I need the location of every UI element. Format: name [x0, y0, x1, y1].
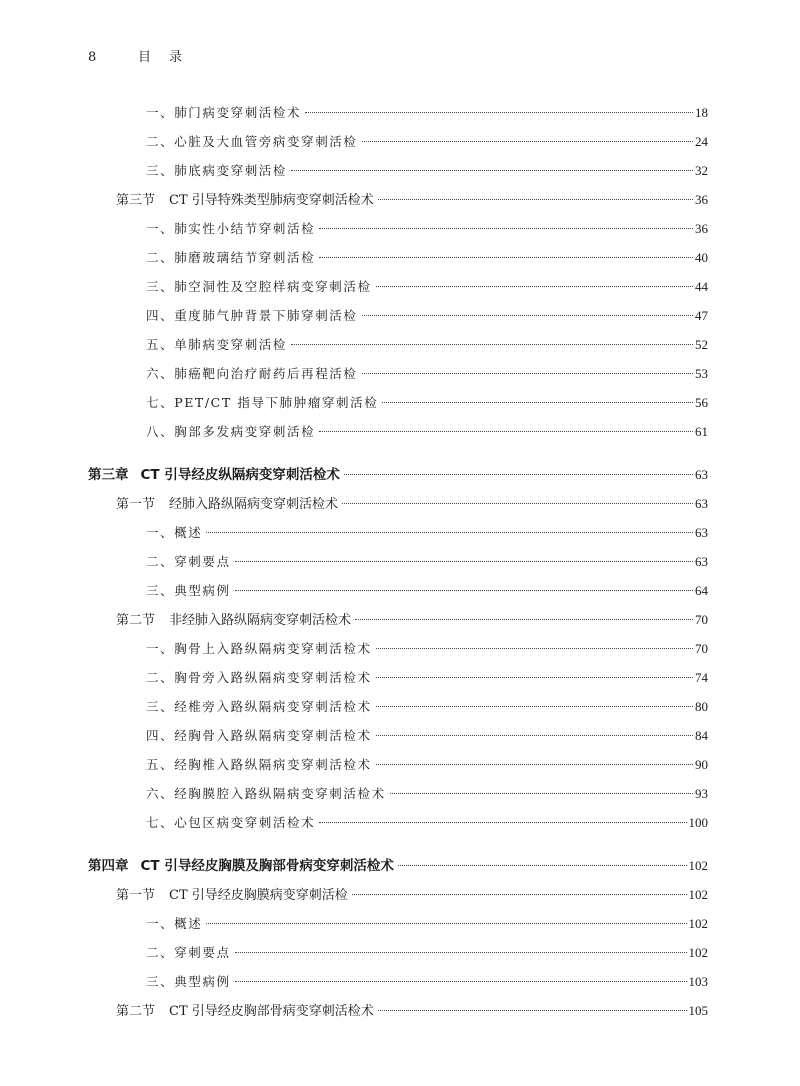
item-title: 六、肺癌靶向治疗耐药后再程活检: [146, 366, 358, 381]
section-title: 经肺入路纵隔病变穿刺活检术: [169, 497, 339, 512]
toc-page-number: 90: [695, 757, 708, 772]
section-number: 第二节: [116, 1004, 156, 1019]
toc-page-number: 63: [695, 496, 708, 511]
dot-leader: [376, 648, 693, 649]
chapter-number: 第三章: [88, 467, 129, 483]
toc-item-label: [146, 551, 231, 573]
dot-leader: [390, 793, 693, 794]
toc-page-number: 18: [695, 105, 708, 120]
toc-item-label: [146, 667, 372, 689]
item-title: 三、肺底病变穿刺活检: [146, 163, 288, 178]
toc-page-number: 24: [695, 134, 708, 149]
item-title: 一、胸骨上入路纵隔病变穿刺活检术: [146, 641, 372, 656]
toc-item-entry: [146, 942, 708, 964]
item-title: 三、经椎旁入路纵隔病变穿刺活检术: [146, 699, 372, 714]
toc-item-label: [146, 160, 287, 182]
chapter-title: CT 引导经皮纵隔病变穿刺活检术: [140, 467, 340, 483]
item-title: 二、肺磨玻璃结节穿刺活检: [146, 250, 316, 265]
toc-item-entry: [146, 667, 708, 689]
toc-item-label: [146, 131, 358, 153]
item-title: 一、概述: [146, 525, 203, 540]
item-title: 一、肺实性小结节穿刺活检: [146, 221, 316, 236]
dot-leader: [344, 474, 693, 475]
item-title: 三、肺空洞性及空腔样病变穿刺活检: [146, 279, 372, 294]
toc-item-entry: [146, 696, 708, 718]
toc-section-entry: [116, 189, 708, 211]
toc-item-label: [146, 580, 231, 602]
chapter-number: 第四章: [88, 858, 129, 874]
toc-item-entry: [146, 363, 708, 385]
toc-page-number: 63: [695, 467, 708, 482]
toc-item-entry: [146, 754, 708, 776]
dot-leader: [319, 228, 693, 229]
item-title: 四、重度肺气肿背景下肺穿刺活检: [146, 308, 358, 323]
page-number: 8: [88, 50, 97, 65]
section-number: 第一节: [116, 497, 156, 512]
dot-leader: [398, 865, 687, 866]
toc-page-number: 64: [695, 583, 708, 598]
dot-leader: [352, 894, 687, 895]
toc-page-number: 63: [695, 525, 708, 540]
chapter-title: CT 引导经皮胸膜及胸部骨病变穿刺活检术: [140, 858, 394, 874]
dot-leader: [319, 257, 693, 258]
toc-page-number: 63: [695, 554, 708, 569]
dot-leader: [235, 981, 687, 982]
dot-leader: [378, 199, 693, 200]
item-title: 八、胸部多发病变穿刺活检: [146, 424, 316, 439]
toc-page-number: 102: [688, 916, 708, 931]
toc-page-number: 103: [688, 974, 708, 989]
toc-item-label: [146, 696, 372, 718]
item-title: 一、概述: [146, 916, 203, 931]
section-number: 第三节: [116, 193, 156, 208]
toc-item-entry: [146, 725, 708, 747]
toc-page-number: 74: [695, 670, 708, 685]
section-title: 非经肺入路纵隔病变穿刺活检术: [169, 613, 352, 628]
toc-page-number: 40: [695, 250, 708, 265]
toc-page-number: 47: [695, 308, 708, 323]
item-title: 二、穿刺要点: [146, 945, 231, 960]
dot-leader: [376, 735, 693, 736]
toc-item-entry: [146, 421, 708, 443]
toc-item-entry: [146, 783, 708, 805]
toc-section-label: [116, 494, 338, 516]
item-title: 五、经胸椎入路纵隔病变穿刺活检术: [146, 757, 372, 772]
dot-leader: [319, 822, 686, 823]
toc-page-number: 102: [688, 945, 708, 960]
toc-item-entry: [146, 247, 708, 269]
toc-item-entry: [146, 160, 708, 182]
toc-item-label: [146, 247, 315, 269]
item-title: 二、胸骨旁入路纵隔病变穿刺活检术: [146, 670, 372, 685]
section-number: 第一节: [116, 888, 156, 903]
dot-leader: [362, 141, 693, 142]
toc-page-number: 84: [695, 728, 708, 743]
dot-leader: [291, 344, 693, 345]
toc-item-label: [146, 522, 202, 544]
toc-item-entry: [146, 334, 708, 356]
toc-section-label: [116, 190, 374, 212]
section-title: CT 引导特殊类型肺病变穿刺活检术: [169, 193, 374, 208]
item-title: 三、典型病例: [146, 974, 231, 989]
toc-item-label: [146, 812, 315, 834]
section-title: CT 引导经皮胸膜病变穿刺活检: [169, 888, 348, 903]
dot-leader: [291, 170, 693, 171]
toc-chapter-label: [88, 464, 340, 486]
toc-item-label: [146, 421, 315, 443]
toc-page-number: 56: [695, 395, 708, 410]
toc-item-entry: [146, 580, 708, 602]
toc-item-label: [146, 754, 372, 776]
toc-item-label: [146, 392, 378, 414]
toc-item-entry: [146, 131, 708, 153]
toc-chapter-label: [88, 855, 394, 877]
item-title: 二、心脏及大血管旁病变穿刺活检: [146, 134, 358, 149]
toc-item-entry: [146, 812, 708, 834]
toc-item-entry: [146, 305, 708, 327]
toc-page-number: 61: [695, 424, 708, 439]
toc-page-number: 44: [695, 279, 708, 294]
toc-section-label: [116, 1001, 374, 1023]
section-number: 第二节: [116, 613, 156, 628]
toc-item-entry: [146, 276, 708, 298]
item-title: 五、单肺病变穿刺活检: [146, 337, 288, 352]
toc-page-number: 53: [695, 366, 708, 381]
toc-page-number: 100: [688, 815, 708, 830]
toc-item-label: [146, 102, 301, 124]
toc-page-number: 36: [695, 221, 708, 236]
toc-page-number: 102: [688, 858, 708, 873]
item-title: 一、肺门病变穿刺活检术: [146, 105, 302, 120]
dot-leader: [355, 619, 693, 620]
dot-leader: [376, 677, 693, 678]
toc-item-entry: [146, 522, 708, 544]
toc-chapter-entry: [88, 855, 708, 877]
item-title: 四、经胸骨入路纵隔病变穿刺活检术: [146, 728, 372, 743]
toc-item-label: [146, 334, 287, 356]
section-title: CT 引导经皮胸部骨病变穿刺活检术: [169, 1004, 374, 1019]
toc-item-entry: [146, 913, 708, 935]
toc-section-entry: [116, 1000, 708, 1022]
item-title: 七、PET/CT 指导下肺肿瘤穿刺活检: [146, 395, 379, 410]
toc-section-entry: [116, 884, 708, 906]
dot-leader: [376, 706, 693, 707]
toc-item-label: [146, 638, 372, 660]
toc-section-label: [116, 610, 351, 632]
toc-page-number: 52: [695, 337, 708, 352]
item-title: 二、穿刺要点: [146, 554, 231, 569]
toc-page-number: 32: [695, 163, 708, 178]
dot-leader: [382, 402, 693, 403]
toc-item-label: [146, 218, 315, 240]
dot-leader: [235, 952, 687, 953]
dot-leader: [362, 315, 693, 316]
toc-item-label: [146, 363, 358, 385]
toc-item-label: [146, 783, 386, 805]
toc-item-entry: [146, 551, 708, 573]
toc-item-label: [146, 942, 231, 964]
dot-leader: [376, 764, 693, 765]
dot-leader: [206, 532, 693, 533]
toc-item-entry: [146, 102, 708, 124]
dot-leader: [319, 431, 693, 432]
dot-leader: [235, 561, 693, 562]
toc-item-entry: [146, 971, 708, 993]
item-title: 三、典型病例: [146, 583, 231, 598]
toc-item-label: [146, 305, 358, 327]
toc-item-label: [146, 913, 202, 935]
toc-section-entry: [116, 609, 708, 631]
dot-leader: [206, 923, 686, 924]
toc-section-entry: [116, 493, 708, 515]
toc-page-number: 70: [695, 612, 708, 627]
dot-leader: [342, 503, 693, 504]
toc-chapter-entry: [88, 464, 708, 486]
dot-leader: [378, 1010, 687, 1011]
toc-item-label: [146, 971, 231, 993]
toc-page-number: 36: [695, 192, 708, 207]
toc-item-entry: [146, 638, 708, 660]
toc-item-entry: [146, 218, 708, 240]
dot-leader: [235, 590, 693, 591]
toc-page-number: 102: [688, 887, 708, 902]
toc-page-number: 70: [695, 641, 708, 656]
toc-item-label: [146, 725, 372, 747]
item-title: 七、心包区病变穿刺活检术: [146, 815, 316, 830]
header-title: 目录: [138, 50, 201, 65]
toc-page-number: 105: [688, 1003, 708, 1018]
dot-leader: [305, 112, 693, 113]
toc-item-entry: [146, 392, 708, 414]
toc-section-label: [116, 885, 348, 907]
toc-page-number: 80: [695, 699, 708, 714]
item-title: 六、经胸膜腔入路纵隔病变穿刺活检术: [146, 786, 386, 801]
dot-leader: [376, 286, 693, 287]
toc-page-number: 93: [695, 786, 708, 801]
dot-leader: [362, 373, 693, 374]
toc-item-label: [146, 276, 372, 298]
